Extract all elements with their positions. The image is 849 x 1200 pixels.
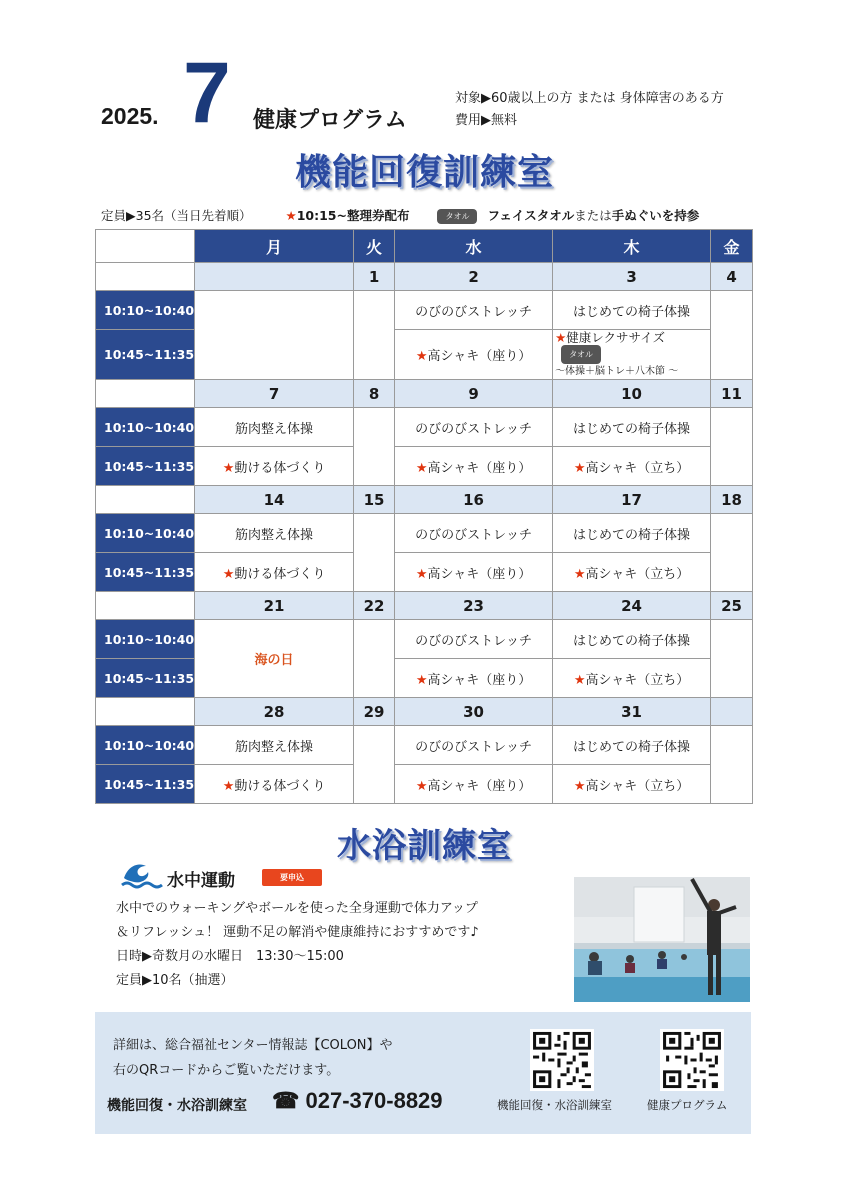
slot-row: [96, 553, 753, 592]
class-name: 高シャキ（立ち）: [585, 566, 690, 582]
schedule-calendar: [95, 229, 753, 804]
date-cell: 14: [195, 486, 354, 514]
star-icon: ★: [285, 208, 297, 223]
date-cell: 29: [354, 698, 395, 726]
class-cell: 筋肉整え体操: [195, 408, 354, 447]
month-number: 7: [183, 45, 231, 141]
class-cell: [553, 447, 711, 486]
class-cell: はじめての椅子体操: [553, 291, 711, 330]
slot-row: [96, 726, 753, 765]
header-corner: [96, 230, 195, 263]
star-icon: ★: [573, 672, 586, 688]
class-cell: [553, 765, 711, 804]
star-icon: ★: [555, 330, 567, 345]
class-name: 高シャキ（座り）: [427, 349, 532, 364]
class-name: 高シャキ（座り）: [427, 672, 532, 688]
date-cell: 2: [395, 263, 553, 291]
time-label: 10:45~11:35: [96, 553, 195, 592]
aqua-schedule: 日時▶奇数月の水曜日 13:30～15:00: [116, 949, 344, 964]
phone-icon: ☎: [272, 1088, 306, 1113]
slot-row: [96, 291, 753, 330]
class-name: 健康レクササイズ: [566, 330, 666, 345]
time-label: 10:10~10:40: [96, 291, 195, 330]
date-cell: 8: [354, 380, 395, 408]
empty-cell: [195, 291, 354, 380]
star-icon: ★: [573, 566, 586, 582]
apply-badge: 要申込: [262, 869, 322, 886]
class-cell: はじめての椅子体操: [553, 620, 711, 659]
contact-phone: [272, 1088, 443, 1114]
class-name: 高シャキ（座り）: [427, 566, 532, 582]
date-cell: 23: [395, 592, 553, 620]
week-corner: [96, 263, 195, 291]
date-cell: 28: [195, 698, 354, 726]
target-line: 対象▶60歳以上の方 または 身体障害のある方: [455, 91, 724, 106]
date-cell: 25: [711, 592, 753, 620]
class-name: 高シャキ（立ち）: [585, 778, 690, 794]
section-title-aqua: 水浴訓練室: [337, 826, 512, 866]
class-cell: [395, 765, 553, 804]
fee-line: 費用▶無料: [455, 113, 517, 128]
class-cell: [195, 553, 354, 592]
footer-line: 右のQRコードからご覧いただけます。: [113, 1063, 340, 1078]
class-cell: はじめての椅子体操: [553, 514, 711, 553]
empty-cell: [711, 514, 753, 592]
star-icon: ★: [415, 460, 428, 476]
star-icon: ★: [415, 566, 428, 582]
empty-cell: [711, 726, 753, 804]
class-cell: 筋肉整え体操: [195, 514, 354, 553]
towel-note-a: フェイスタオル: [487, 208, 575, 223]
ticket-info: 10:15~整理券配布: [296, 208, 410, 223]
week-corner: [96, 698, 195, 726]
class-cell: [553, 330, 711, 380]
star-icon: ★: [573, 460, 586, 476]
phone-number: 027-370-8829: [305, 1088, 443, 1113]
towel-tag: タオル: [561, 345, 601, 364]
time-label: 10:10~10:40: [96, 408, 195, 447]
aqua-description: [116, 897, 479, 993]
slot-row: [96, 330, 753, 380]
slot-row: [96, 408, 753, 447]
day-thu: 木: [553, 230, 711, 263]
week-row: [96, 486, 753, 514]
date-cell: 4: [711, 263, 753, 291]
class-name: 高シャキ（座り）: [427, 460, 532, 476]
date-cell: 9: [395, 380, 553, 408]
class-cell: [195, 765, 354, 804]
time-label: 10:10~10:40: [96, 620, 195, 659]
date-cell: 24: [553, 592, 711, 620]
class-name: 動ける体づくり: [234, 566, 326, 582]
date-cell: 17: [553, 486, 711, 514]
holiday-cell: 海の日: [195, 620, 354, 698]
capacity: 定員▶35名（当日先着順）: [101, 208, 252, 223]
slot-row: [96, 620, 753, 659]
time-label: 10:10~10:40: [96, 726, 195, 765]
footer-line: 詳細は、総合福祉センター情報誌【COLON】や: [113, 1038, 393, 1053]
target-info: [455, 88, 724, 132]
date-cell: 21: [195, 592, 354, 620]
empty-cell: [711, 408, 753, 486]
star-icon: ★: [573, 778, 586, 794]
date-cell: 1: [354, 263, 395, 291]
towel-note-c: 手ぬぐいを持参: [611, 208, 700, 223]
date-cell: 3: [553, 263, 711, 291]
qr-code-rehab[interactable]: [530, 1029, 594, 1091]
week-corner: [96, 380, 195, 408]
wave-icon: [120, 860, 164, 896]
empty-cell: [711, 291, 753, 380]
star-icon: ★: [222, 778, 235, 794]
class-cell: のびのびストレッチ: [395, 620, 553, 659]
year: 2025.: [101, 103, 159, 129]
section-title-rehab: 機能回復訓練室: [294, 152, 554, 193]
slot-row: [96, 659, 753, 698]
day-mon: 月: [195, 230, 354, 263]
time-label: 10:45~11:35: [96, 765, 195, 804]
class-cell: のびのびストレッチ: [395, 408, 553, 447]
towel-tag: タオル: [437, 209, 477, 224]
time-label: 10:45~11:35: [96, 330, 195, 380]
slot-row: [96, 514, 753, 553]
aqua-line: ＆リフレッシュ！ 運動不足の解消や健康維持におすすめです♪: [116, 925, 479, 940]
time-label: 10:10~10:40: [96, 514, 195, 553]
class-cell: [553, 659, 711, 698]
empty-cell: [354, 620, 395, 698]
class-subtitle: ～体操＋脳トレ＋八木節 ～: [555, 366, 679, 377]
class-name: 高シャキ（立ち）: [585, 460, 690, 476]
slot-row: [96, 765, 753, 804]
empty-cell: [354, 514, 395, 592]
week-corner: [96, 486, 195, 514]
qr-caption-rehab: 機能回復・水浴訓練室: [497, 1098, 612, 1112]
date-cell: 10: [553, 380, 711, 408]
class-cell: のびのびストレッチ: [395, 726, 553, 765]
class-cell: はじめての椅子体操: [553, 726, 711, 765]
date-cell: 16: [395, 486, 553, 514]
time-label: 10:45~11:35: [96, 447, 195, 486]
star-icon: ★: [415, 778, 428, 794]
class-cell: のびのびストレッチ: [395, 514, 553, 553]
date-cell: [195, 263, 354, 291]
rehab-info-line: [101, 206, 699, 224]
date-cell: 11: [711, 380, 753, 408]
star-icon: ★: [415, 672, 428, 688]
towel-note-b: または: [574, 208, 612, 223]
week-row: [96, 263, 753, 291]
empty-cell: [711, 620, 753, 698]
day-wed: 水: [395, 230, 553, 263]
week-row: [96, 698, 753, 726]
class-name: 高シャキ（立ち）: [585, 672, 690, 688]
date-cell: 31: [553, 698, 711, 726]
week-row: [96, 592, 753, 620]
class-cell: [395, 659, 553, 698]
week-corner: [96, 592, 195, 620]
class-cell: [553, 553, 711, 592]
qr-caption-program: 健康プログラム: [647, 1098, 728, 1112]
contact-name: 機能回復・水浴訓練室: [107, 1098, 247, 1114]
day-tue: 火: [354, 230, 395, 263]
date-cell: 15: [354, 486, 395, 514]
aqua-line: 水中でのウォーキングやボールを使った全身運動で体力アップ: [116, 901, 478, 916]
slot-row: [96, 447, 753, 486]
star-icon: ★: [222, 460, 235, 476]
empty-cell: [354, 408, 395, 486]
date-cell: 18: [711, 486, 753, 514]
weekday-header: [96, 230, 753, 263]
aqua-heading: 水中運動: [167, 871, 235, 891]
aqua-capacity: 定員▶10名（抽選）: [116, 973, 234, 988]
empty-cell: [354, 726, 395, 804]
empty-cell: [354, 291, 395, 380]
class-cell: [395, 447, 553, 486]
star-icon: ★: [222, 566, 235, 582]
time-label: 10:45~11:35: [96, 659, 195, 698]
class-cell: [195, 447, 354, 486]
date-cell: 30: [395, 698, 553, 726]
class-name: 高シャキ（座り）: [427, 778, 532, 794]
class-cell: [395, 553, 553, 592]
program-title: 健康プログラム: [253, 108, 407, 133]
week-row: [96, 380, 753, 408]
class-cell: 筋肉整え体操: [195, 726, 354, 765]
date-cell: 7: [195, 380, 354, 408]
class-cell: [395, 330, 553, 380]
pool-photo: [574, 877, 750, 1002]
footer-text: [113, 1033, 393, 1083]
class-cell: はじめての椅子体操: [553, 408, 711, 447]
class-cell: のびのびストレッチ: [395, 291, 553, 330]
class-name: 動ける体づくり: [234, 778, 326, 794]
day-fri: 金: [711, 230, 753, 263]
class-name: 動ける体づくり: [234, 460, 326, 476]
date-cell: [711, 698, 753, 726]
qr-code-program[interactable]: [660, 1029, 724, 1091]
star-icon: ★: [415, 349, 428, 364]
date-cell: 22: [354, 592, 395, 620]
